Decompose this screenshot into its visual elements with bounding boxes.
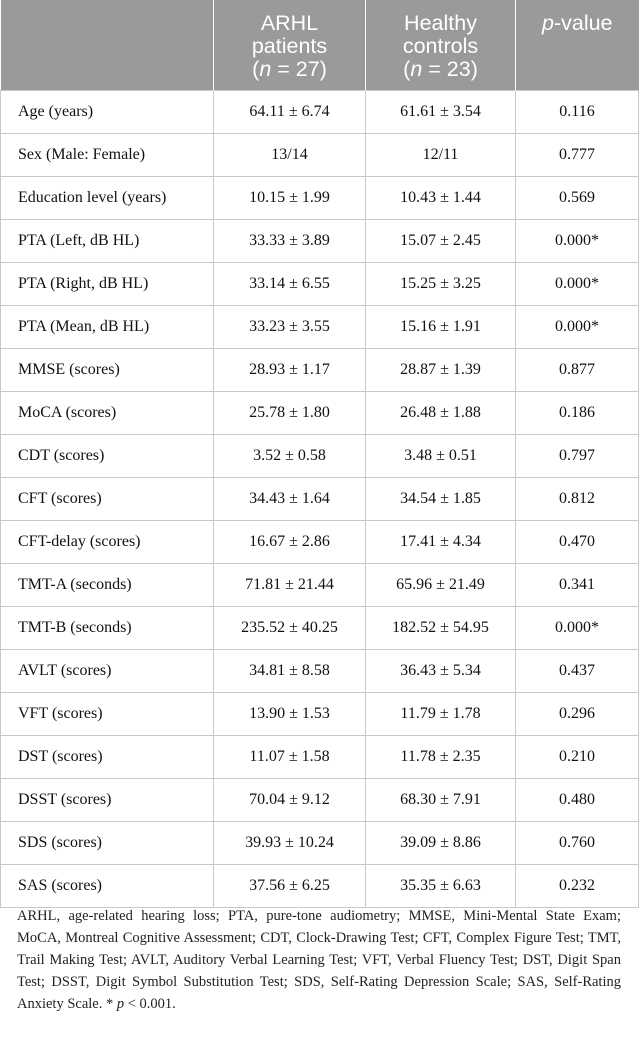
control-value: 3.48 ± 0.51 xyxy=(366,434,516,477)
row-label: AVLT (scores) xyxy=(1,649,214,692)
row-label: TMT-B (seconds) xyxy=(1,606,214,649)
arhl-value: 33.23 ± 3.55 xyxy=(214,305,366,348)
header-healthy-line2: controls xyxy=(402,34,479,58)
control-value: 15.25 ± 3.25 xyxy=(366,262,516,305)
table-row xyxy=(1,735,639,778)
header-empty-cell xyxy=(1,0,214,90)
arhl-value: 39.93 ± 10.24 xyxy=(214,821,366,864)
table-row xyxy=(1,348,639,391)
row-label: PTA (Mean, dB HL) xyxy=(1,305,214,348)
header-healthy-line3-open: ( xyxy=(403,57,411,81)
arhl-value: 13.90 ± 1.53 xyxy=(214,692,366,735)
p-value: 0.000* xyxy=(516,219,639,262)
arhl-value: 34.81 ± 8.58 xyxy=(214,649,366,692)
table-row xyxy=(1,434,639,477)
header-healthy-controls xyxy=(366,0,516,90)
footnote-text: ARHL, age-related hearing loss; PTA, pure-tone audiometry; MMSE, Mini-Mental State Exam; MoCA, Montreal Cognitive Assessment; CDT, Clock-Drawing Test; CFT, Complex Figure Test; TMT, Trail Making Test; AVLT, Auditory Verbal Learning Test; VFT, Verbal Fluency Test; DST, Digit Span Test; DSST, Digit Symbol Substitution Test; SDS, Self-Rating Depression Scale; SAS, Self-Rating Anxiety Scale. * xyxy=(17,908,621,1012)
arhl-value: 33.33 ± 3.89 xyxy=(214,219,366,262)
row-label: TMT-A (seconds) xyxy=(1,563,214,606)
p-value: 0.116 xyxy=(516,90,639,133)
row-label: VFT (scores) xyxy=(1,692,214,735)
row-label: CDT (scores) xyxy=(1,434,214,477)
control-value: 68.30 ± 7.91 xyxy=(366,778,516,821)
p-value: 0.470 xyxy=(516,520,639,563)
table-row xyxy=(1,520,639,563)
p-value: 0.341 xyxy=(516,563,639,606)
control-value: 17.41 ± 4.34 xyxy=(366,520,516,563)
control-value: 182.52 ± 54.95 xyxy=(366,606,516,649)
header-p-value xyxy=(516,0,639,90)
table-row xyxy=(1,477,639,520)
header-healthy-n: n xyxy=(410,57,423,81)
table-row xyxy=(1,391,639,434)
row-label: MMSE (scores) xyxy=(1,348,214,391)
table-row xyxy=(1,563,639,606)
table-row xyxy=(1,305,639,348)
control-value: 26.48 ± 1.88 xyxy=(366,391,516,434)
header-arhl-n: n xyxy=(259,57,272,81)
table-body xyxy=(1,90,639,907)
row-label: DST (scores) xyxy=(1,735,214,778)
table-row xyxy=(1,262,639,305)
header-p-rest: -value xyxy=(553,11,613,35)
arhl-value: 16.67 ± 2.86 xyxy=(214,520,366,563)
header-arhl-line3-close: = 27) xyxy=(271,57,327,81)
arhl-value: 13/14 xyxy=(214,133,366,176)
row-label: SDS (scores) xyxy=(1,821,214,864)
control-value: 34.54 ± 1.85 xyxy=(366,477,516,520)
table-row xyxy=(1,778,639,821)
row-label: CFT-delay (scores) xyxy=(1,520,214,563)
row-label: CFT (scores) xyxy=(1,477,214,520)
table-row xyxy=(1,692,639,735)
table-row xyxy=(1,649,639,692)
control-value: 10.43 ± 1.44 xyxy=(366,176,516,219)
row-label: PTA (Left, dB HL) xyxy=(1,219,214,262)
control-value: 65.96 ± 21.49 xyxy=(366,563,516,606)
row-label: PTA (Right, dB HL) xyxy=(1,262,214,305)
control-value: 15.07 ± 2.45 xyxy=(366,219,516,262)
p-value: 0.296 xyxy=(516,692,639,735)
p-value: 0.210 xyxy=(516,735,639,778)
p-value: 0.000* xyxy=(516,606,639,649)
table-row xyxy=(1,90,639,133)
arhl-value: 3.52 ± 0.58 xyxy=(214,434,366,477)
p-value: 0.812 xyxy=(516,477,639,520)
p-value: 0.232 xyxy=(516,864,639,907)
header-arhl-patients xyxy=(214,0,366,90)
header-arhl-line2: patients xyxy=(251,34,328,58)
p-value: 0.480 xyxy=(516,778,639,821)
table-row xyxy=(1,133,639,176)
row-label: DSST (scores) xyxy=(1,778,214,821)
arhl-value: 33.14 ± 6.55 xyxy=(214,262,366,305)
header-arhl-line1: ARHL xyxy=(260,11,319,35)
p-value: 0.797 xyxy=(516,434,639,477)
arhl-value: 25.78 ± 1.80 xyxy=(214,391,366,434)
p-value: 0.000* xyxy=(516,262,639,305)
row-label: Education level (years) xyxy=(1,176,214,219)
arhl-value: 64.11 ± 6.74 xyxy=(214,90,366,133)
arhl-value: 71.81 ± 21.44 xyxy=(214,563,366,606)
arhl-value: 37.56 ± 6.25 xyxy=(214,864,366,907)
header-p-symbol: p xyxy=(541,11,554,35)
arhl-value: 235.52 ± 40.25 xyxy=(214,606,366,649)
control-value: 12/11 xyxy=(366,133,516,176)
arhl-value: 28.93 ± 1.17 xyxy=(214,348,366,391)
control-value: 61.61 ± 3.54 xyxy=(366,90,516,133)
table-row xyxy=(1,219,639,262)
control-value: 35.35 ± 6.63 xyxy=(366,864,516,907)
table-row xyxy=(1,606,639,649)
p-value: 0.760 xyxy=(516,821,639,864)
control-value: 11.78 ± 2.35 xyxy=(366,735,516,778)
table-footnote xyxy=(17,905,621,1015)
p-value: 0.569 xyxy=(516,176,639,219)
arhl-value: 11.07 ± 1.58 xyxy=(214,735,366,778)
table-row xyxy=(1,864,639,907)
table-row xyxy=(1,821,639,864)
table-row xyxy=(1,176,639,219)
control-value: 28.87 ± 1.39 xyxy=(366,348,516,391)
control-value: 36.43 ± 5.34 xyxy=(366,649,516,692)
p-value: 0.877 xyxy=(516,348,639,391)
footnote-p-symbol: p xyxy=(116,996,125,1012)
table-header-row xyxy=(1,0,639,90)
p-value: 0.777 xyxy=(516,133,639,176)
control-value: 15.16 ± 1.91 xyxy=(366,305,516,348)
footnote-p-rest: < 0.001. xyxy=(124,996,176,1012)
header-arhl-line3-open: ( xyxy=(252,57,260,81)
header-healthy-line3-close: = 23) xyxy=(422,57,478,81)
arhl-value: 70.04 ± 9.12 xyxy=(214,778,366,821)
arhl-value: 10.15 ± 1.99 xyxy=(214,176,366,219)
row-label: Age (years) xyxy=(1,90,214,133)
p-value: 0.000* xyxy=(516,305,639,348)
control-value: 11.79 ± 1.78 xyxy=(366,692,516,735)
row-label: SAS (scores) xyxy=(1,864,214,907)
row-label: MoCA (scores) xyxy=(1,391,214,434)
row-label: Sex (Male: Female) xyxy=(1,133,214,176)
p-value: 0.437 xyxy=(516,649,639,692)
p-value: 0.186 xyxy=(516,391,639,434)
control-value: 39.09 ± 8.86 xyxy=(366,821,516,864)
header-healthy-line1: Healthy xyxy=(404,11,477,35)
arhl-value: 34.43 ± 1.64 xyxy=(214,477,366,520)
